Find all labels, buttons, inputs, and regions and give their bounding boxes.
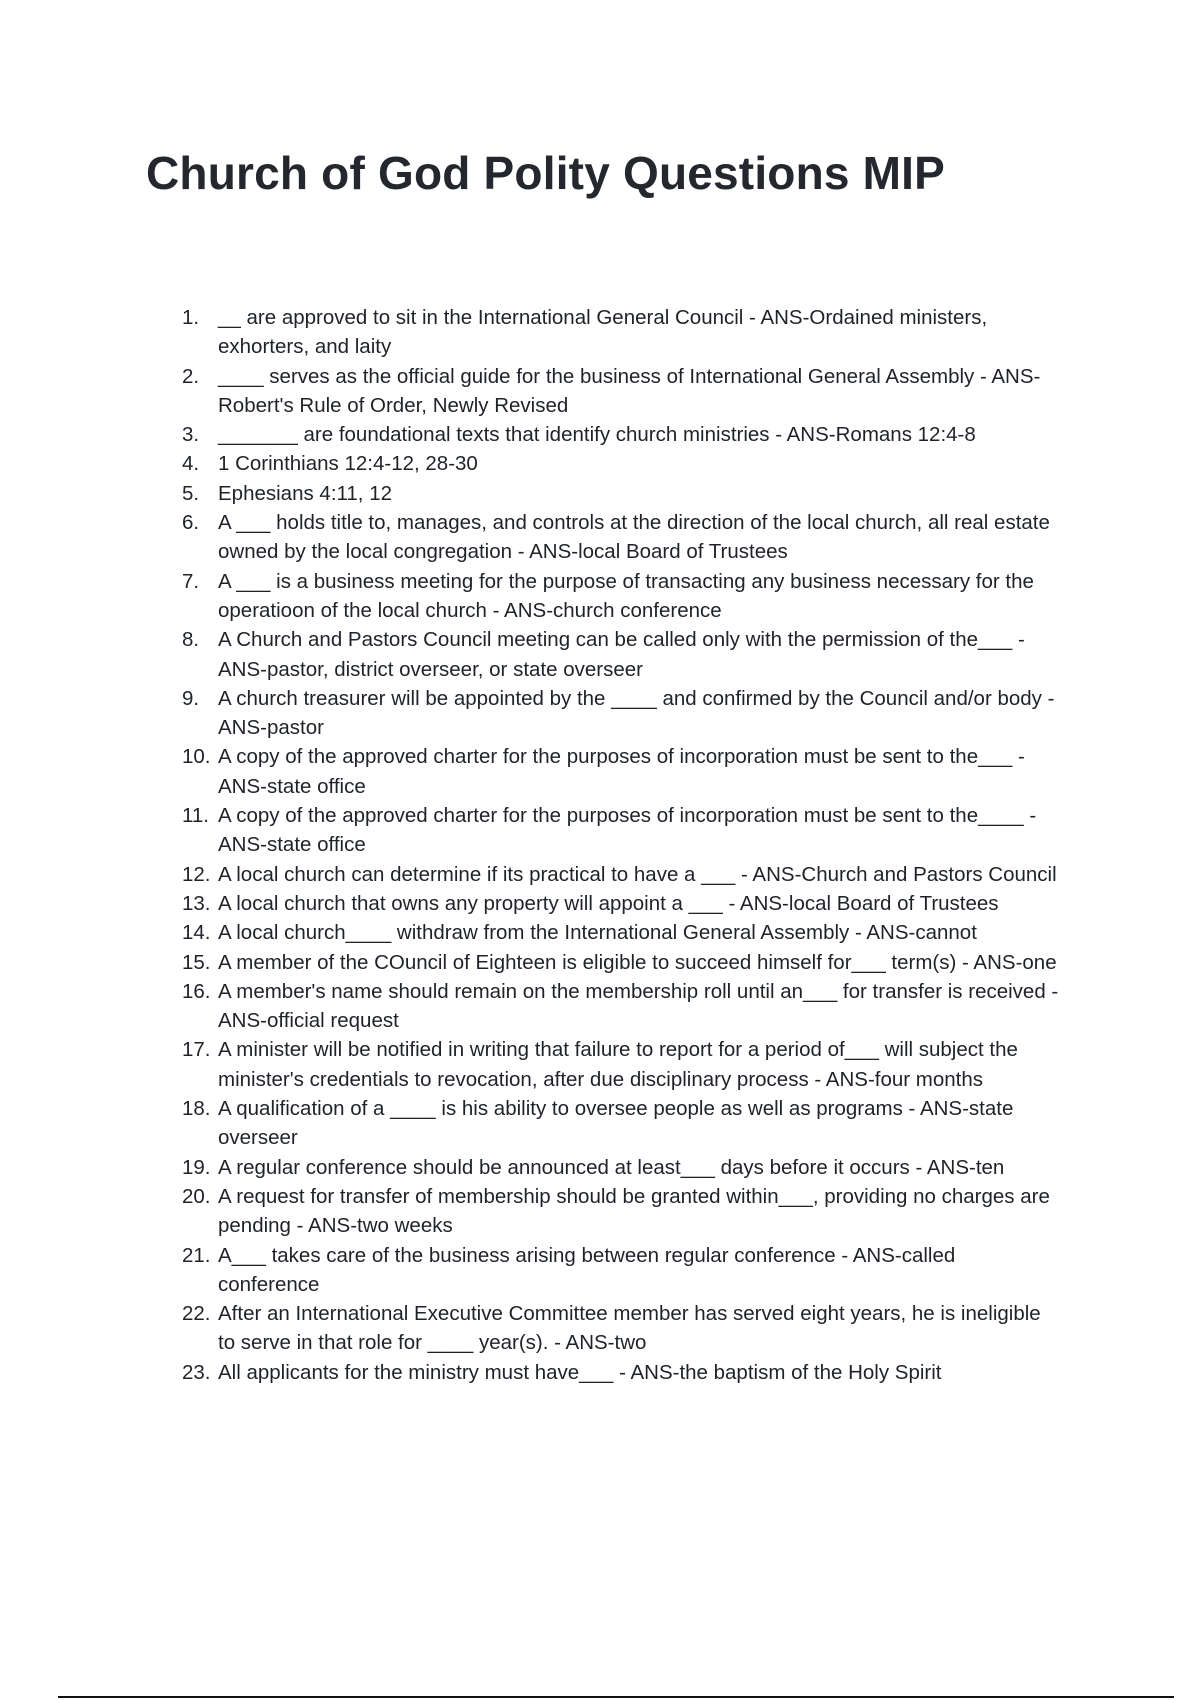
item-number: 18.	[182, 1097, 211, 1121]
item-text: All applicants for the ministry must have___ - ANS-the baptism of the Holy Spirit	[218, 1360, 942, 1384]
item-number: 21.	[182, 1243, 211, 1267]
list-item	[182, 567, 1062, 626]
item-number: 13.	[182, 891, 211, 915]
item-number: 23.	[182, 1360, 211, 1384]
item-text: A regular conference should be announced at least___ days before it occurs - ANS-ten	[218, 1155, 1005, 1179]
item-number: 1.	[182, 306, 200, 329]
list-item	[182, 362, 1062, 421]
list-item	[182, 1299, 1062, 1358]
footer-divider	[58, 1696, 1174, 1698]
list-item	[182, 1035, 1062, 1094]
document-title: Church of God Polity Questions MIP	[146, 147, 946, 199]
list-item	[182, 1241, 1062, 1300]
list-item	[182, 1153, 1062, 1182]
list-item	[182, 303, 1062, 362]
item-text: A church treasurer will be appointed by the ____ and confirmed by the Council and/or body - ANS-pastor	[218, 686, 1055, 740]
item-text: A minister will be notified in writing that failure to report for a period of___ will subject the minister's credentials to revocation, after due disciplinary process - ANS-four months	[218, 1038, 1018, 1091]
item-text: A___ takes care of the business arising between regular conference - ANS-called conference	[218, 1243, 956, 1296]
item-number: 17.	[182, 1038, 211, 1062]
item-text: _______ are foundational texts that identify church ministries - ANS-Romans 12:4-8	[218, 423, 976, 447]
item-text: ____ serves as the official guide for the business of International General Assembly - ANS-Robert's Rule of Order, Newly Revised	[218, 364, 1041, 417]
item-text: A Church and Pastors Council meeting can be called only with the permission of the___ - ANS-pastor, district overseer, or state overseer	[218, 628, 1025, 681]
question-list	[182, 303, 1062, 1387]
item-number: 11.	[182, 804, 209, 828]
item-number: 19.	[182, 1155, 211, 1179]
list-item	[182, 860, 1062, 889]
item-text: After an International Executive Committee member has served eight years, he is ineligible to serve in that role for ____ year(s). - ANS-two	[218, 1302, 1041, 1355]
item-number: 14.	[182, 921, 211, 945]
item-number: 7.	[182, 569, 200, 593]
item-number: 4.	[182, 452, 200, 476]
item-text: Ephesians 4:11, 12	[218, 481, 392, 505]
item-number: 2.	[182, 364, 200, 388]
list-item	[182, 977, 1062, 1036]
item-number: 5.	[182, 481, 200, 505]
list-item	[182, 801, 1062, 860]
item-text: A qualification of a ____ is his ability to oversee people as well as programs - ANS-state overseer	[218, 1097, 1014, 1150]
item-number: 3.	[182, 423, 200, 447]
item-number: 22.	[182, 1302, 211, 1326]
list-item	[182, 1182, 1062, 1241]
item-text: A local church____ withdraw from the International General Assembly - ANS-cannot	[218, 921, 977, 945]
item-text: 1 Corinthians 12:4-12, 28-30	[218, 452, 478, 476]
list-item	[182, 1358, 1062, 1387]
item-text: A member's name should remain on the membership roll until an___ for transfer is received - ANS-official request	[218, 979, 1059, 1033]
item-text: A request for transfer of membership should be granted within___, providing no charges are pending - ANS-two weeks	[218, 1184, 1050, 1238]
list-item	[182, 1094, 1062, 1153]
item-text: A copy of the approved charter for the purposes of incorporation must be sent to the___ - ANS-state office	[218, 745, 1025, 798]
list-item	[182, 889, 1062, 918]
item-text: __ are approved to sit in the International General Council - ANS-Ordained ministers, exhorters, and laity	[218, 306, 988, 359]
item-number: 15.	[182, 950, 211, 974]
list-item	[182, 420, 1062, 449]
item-text: A local church can determine if its practical to have a ___ - ANS-Church and Pastors Council	[218, 862, 1057, 886]
list-item	[182, 918, 1062, 947]
item-number: 6.	[182, 511, 200, 535]
item-text: A local church that owns any property will appoint a ___ - ANS-local Board of Trustees	[218, 891, 999, 915]
item-text: A ___ holds title to, manages, and controls at the direction of the local church, all real estate owned by the local congregation - ANS-local Board of Trustees	[218, 511, 1050, 564]
item-number: 12.	[182, 862, 211, 886]
item-text: A member of the COuncil of Eighteen is eligible to succeed himself for___ term(s) - ANS-one	[218, 950, 1057, 974]
list-item	[182, 742, 1062, 801]
item-number: 10.	[182, 745, 211, 769]
item-number: 20.	[182, 1184, 211, 1208]
item-number: 8.	[182, 628, 200, 652]
list-item	[182, 508, 1062, 567]
list-item	[182, 479, 1062, 508]
list-item	[182, 948, 1062, 977]
item-text: A copy of the approved charter for the purposes of incorporation must be sent to the____ - ANS-state office	[218, 804, 1037, 857]
list-item	[182, 625, 1062, 684]
item-number: 16.	[182, 979, 211, 1003]
list-item	[182, 449, 1062, 478]
item-text: A ___ is a business meeting for the purpose of transacting any business necessary for the operatioon of the local church - ANS-church conference	[218, 569, 1034, 622]
item-number: 9.	[182, 686, 200, 710]
list-item	[182, 684, 1062, 743]
